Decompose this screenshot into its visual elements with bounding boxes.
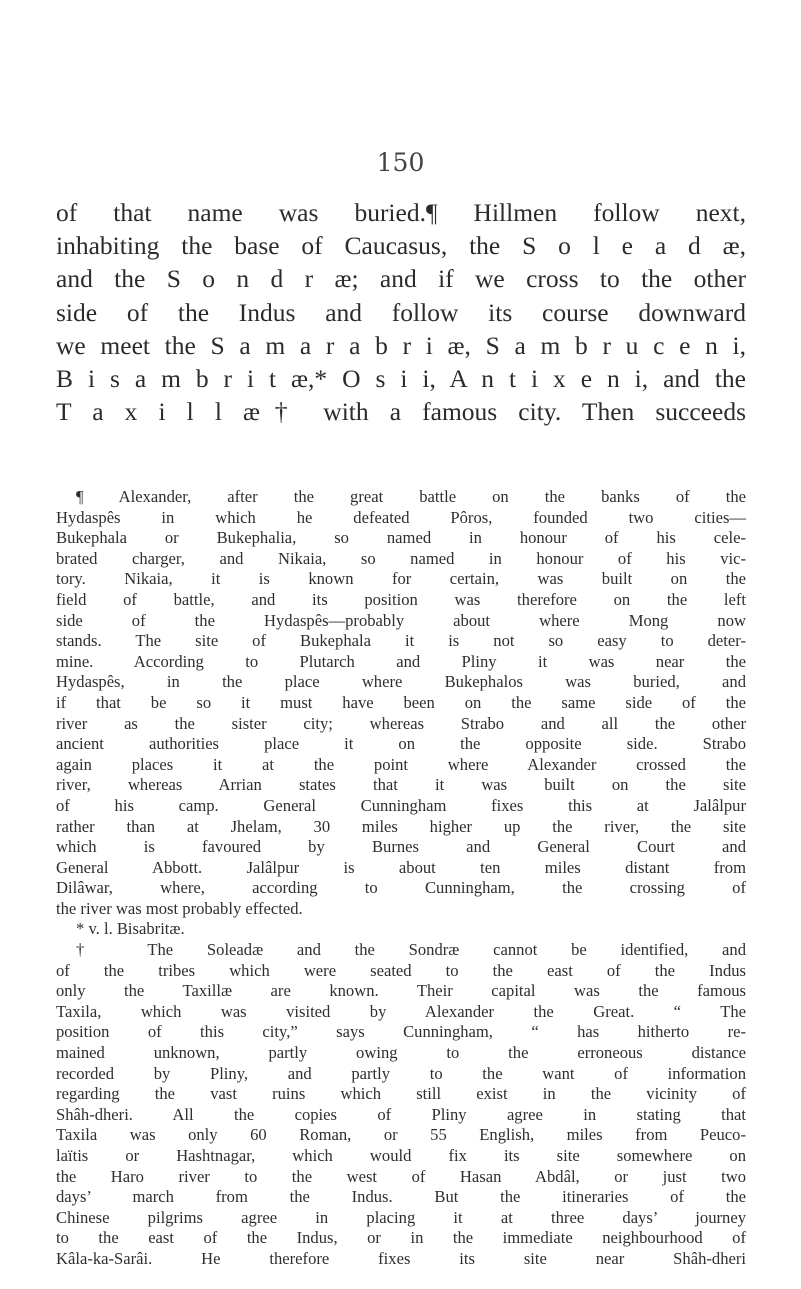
footnote-line: Kâla-ka-Sarâi. He therefore fixes its site near Shâh-dheri bbox=[56, 1248, 746, 1268]
footnote-line: which is favoured by Burnes and General Court and bbox=[56, 837, 746, 857]
main-text bbox=[56, 196, 746, 428]
footnote-line: the Haro river to the west of Hasan Abdâl, or just two bbox=[56, 1166, 746, 1186]
footnote-line: † The Soleadæ and the Sondræ cannot be identified, and bbox=[76, 940, 746, 960]
main-text-line: and the S o n d r æ; and if we cross to the other bbox=[56, 264, 746, 294]
footnote-line: position of this city,” says Cunningham, “ has hitherto re- bbox=[56, 1022, 746, 1042]
footnote-line: Hydaspês in which he defeated Pôros, founded two cities— bbox=[56, 507, 746, 527]
footnote-line: rather than at Jhelam, 30 miles higher up the river, the site bbox=[56, 816, 746, 836]
footnote-line: river as the sister city; whereas Strabo and all the other bbox=[56, 713, 746, 733]
footnote-line: regarding the vast ruins which still exist in the vicinity of bbox=[56, 1084, 746, 1104]
main-text-line: inhabiting the base of Caucasus, the S o l e a d æ, bbox=[56, 231, 746, 261]
footnote-line: stands. The site of Bukephala it is not so easy to deter- bbox=[56, 631, 746, 651]
footnote-line: mine. According to Plutarch and Pliny it was near the bbox=[56, 651, 746, 671]
footnote-line: field of battle, and its position was therefore on the left bbox=[56, 589, 746, 609]
footnote-line: General Abbott. Jalâlpur is about ten miles distant from bbox=[56, 857, 746, 877]
footnote-line: brated charger, and Nikaia, so named in honour of his vic- bbox=[56, 548, 746, 568]
footnote-line: side of the Hydaspês—probably about where Mong now bbox=[56, 610, 746, 630]
footnote-line: Hydaspês, in the place where Bukephalos was buried, and bbox=[56, 672, 746, 692]
footnote-line: laïtis or Hashtnagar, which would fix its site somewhere on bbox=[56, 1146, 746, 1165]
main-text-line: we meet the S a m a r a b r i æ, S a m b r u c e n i, bbox=[56, 330, 746, 360]
footnote-line: only the Taxillæ are known. Their capital was the famous bbox=[56, 981, 746, 1001]
footnote-line: if that be so it must have been on the same side of the bbox=[56, 692, 746, 712]
footnote-line: the river was most probably effected. bbox=[56, 898, 303, 918]
footnote-line: mained unknown, partly owing to the erroneous distance bbox=[56, 1043, 746, 1063]
footnote-line: Bukephala or Bukephalia, so named in honour of his cele- bbox=[56, 528, 746, 548]
footnote-line: recorded by Pliny, and partly to the want of information bbox=[56, 1063, 746, 1083]
footnote-line: Dilâwar, where, according to Cunningham, the crossing of bbox=[56, 878, 746, 898]
footnote-line: river, whereas Arrian states that it was built on the site bbox=[56, 775, 746, 795]
main-text-line: of that name was buried.¶ Hillmen follow next, bbox=[56, 198, 746, 227]
page-number: 150 bbox=[376, 148, 425, 177]
footnotes bbox=[56, 487, 746, 1270]
footnote-line: Chinese pilgrims agree in placing it at three days’ journey bbox=[56, 1207, 746, 1227]
footnote-line: ancient authorities place it on the opposite side. Strabo bbox=[56, 734, 746, 754]
footnote-line: ¶ Alexander, after the great battle on the banks of the bbox=[76, 487, 746, 506]
footnote-line: tory. Nikaia, it is known for certain, was built on the bbox=[56, 569, 746, 589]
main-text-line: side of the Indus and follow its course downward bbox=[56, 297, 746, 327]
footnote-line: of the tribes which were seated to the east of the Indus bbox=[56, 960, 746, 980]
footnote-line: Shâh-dheri. All the copies of Pliny agree in stating that bbox=[56, 1104, 746, 1124]
footnote-line: again places it at the point where Alexander crossed the bbox=[56, 754, 746, 774]
footnote-line: * v. l. Bisabritæ. bbox=[76, 919, 185, 939]
footnote-line: to the east of the Indus, or in the immediate neighbourhood of bbox=[56, 1228, 746, 1248]
footnote-line: Taxila was only 60 Roman, or 55 English, miles from Peuco- bbox=[56, 1125, 746, 1145]
main-text-line: T a x i l l æ† with a famous city. Then succeeds bbox=[56, 397, 746, 427]
footnote-line: days’ march from the Indus. But the itineraries of the bbox=[56, 1187, 746, 1207]
main-text-line: B i s a m b r i t æ,* O s i i, A n t i x e n i, and the bbox=[56, 364, 746, 394]
footnote-line: Taxila, which was visited by Alexander the Great. “ The bbox=[56, 1001, 746, 1021]
footnote-line: of his camp. General Cunningham fixes this at Jalâlpur bbox=[56, 795, 746, 815]
